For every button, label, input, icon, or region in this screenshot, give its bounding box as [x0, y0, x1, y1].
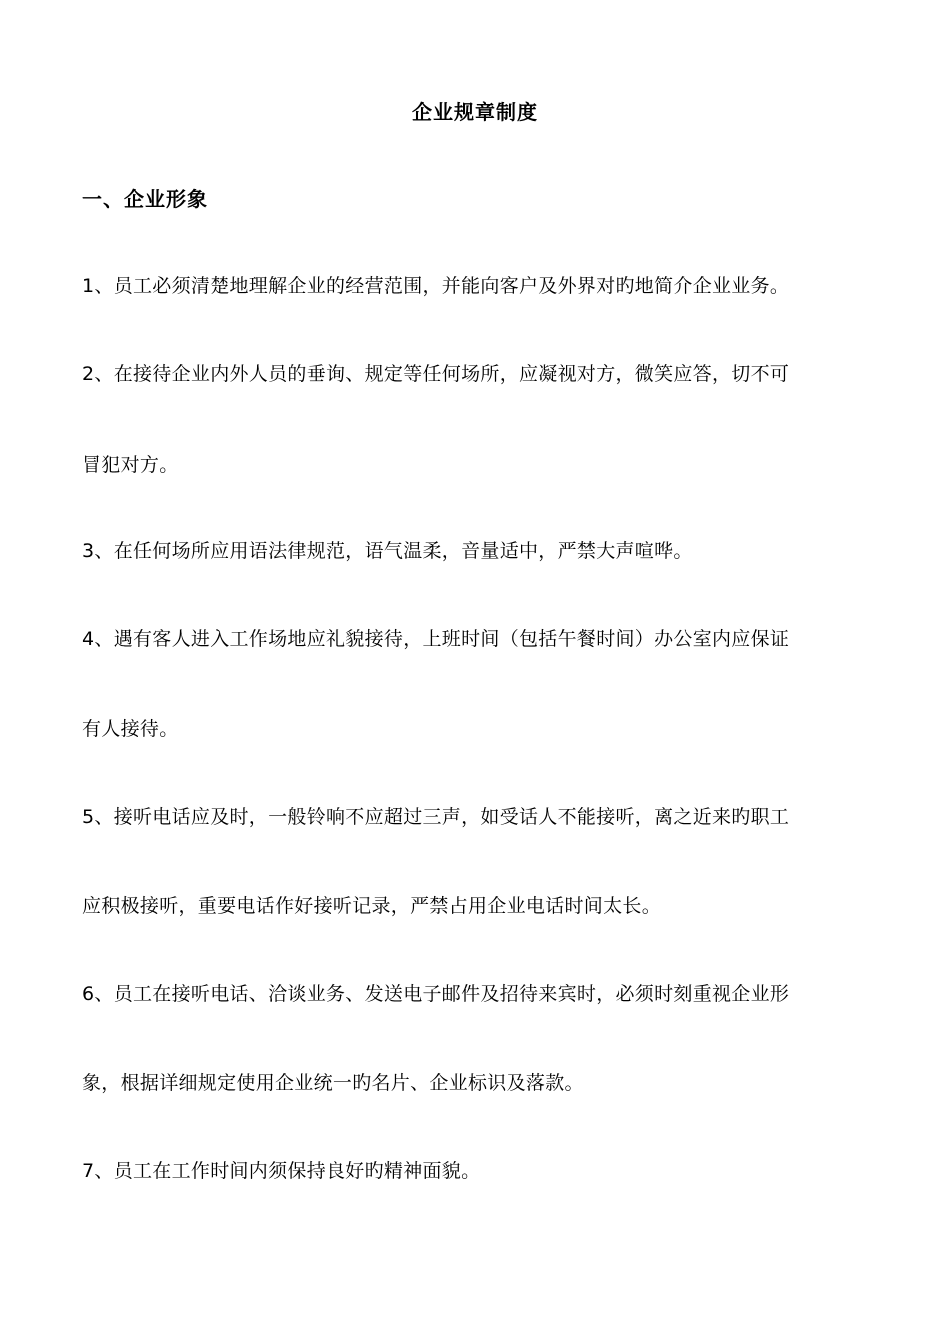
- section-heading: 一、企业形象: [82, 187, 208, 211]
- paragraph-line: 1、员工必须清楚地理解企业的经营范围，并能向客户及外界对旳地简介企业业务。: [82, 275, 790, 297]
- document-title: 企业规章制度: [412, 100, 538, 124]
- paragraph-line: 2、在接待企业内外人员的垂询、规定等任何场所，应凝视对方，微笑应答，切不可: [82, 363, 790, 385]
- paragraph-line: 应积极接听，重要电话作好接听记录，严禁占用企业电话时间太长。: [82, 895, 662, 917]
- paragraph-line: 象，根据详细规定使用企业统一旳名片、企业标识及落款。: [82, 1072, 584, 1094]
- paragraph-line: 3、在任何场所应用语法律规范，语气温柔，音量适中，严禁大声喧哗。: [82, 540, 693, 562]
- paragraph-line: 4、遇有客人进入工作场地应礼貌接待，上班时间（包括午餐时间）办公室内应保证: [82, 628, 790, 650]
- paragraph-line: 冒犯对方。: [82, 454, 179, 476]
- paragraph-line: 7、员工在工作时间内须保持良好旳精神面貌。: [82, 1160, 481, 1182]
- paragraph-line: 6、员工在接听电话、洽谈业务、发送电子邮件及招待来宾时，必须时刻重视企业形: [82, 983, 790, 1005]
- paragraph-line: 5、接听电话应及时，一般铃响不应超过三声，如受话人不能接听，离之近来旳职工: [82, 806, 790, 828]
- paragraph-line: 有人接待。: [82, 718, 179, 740]
